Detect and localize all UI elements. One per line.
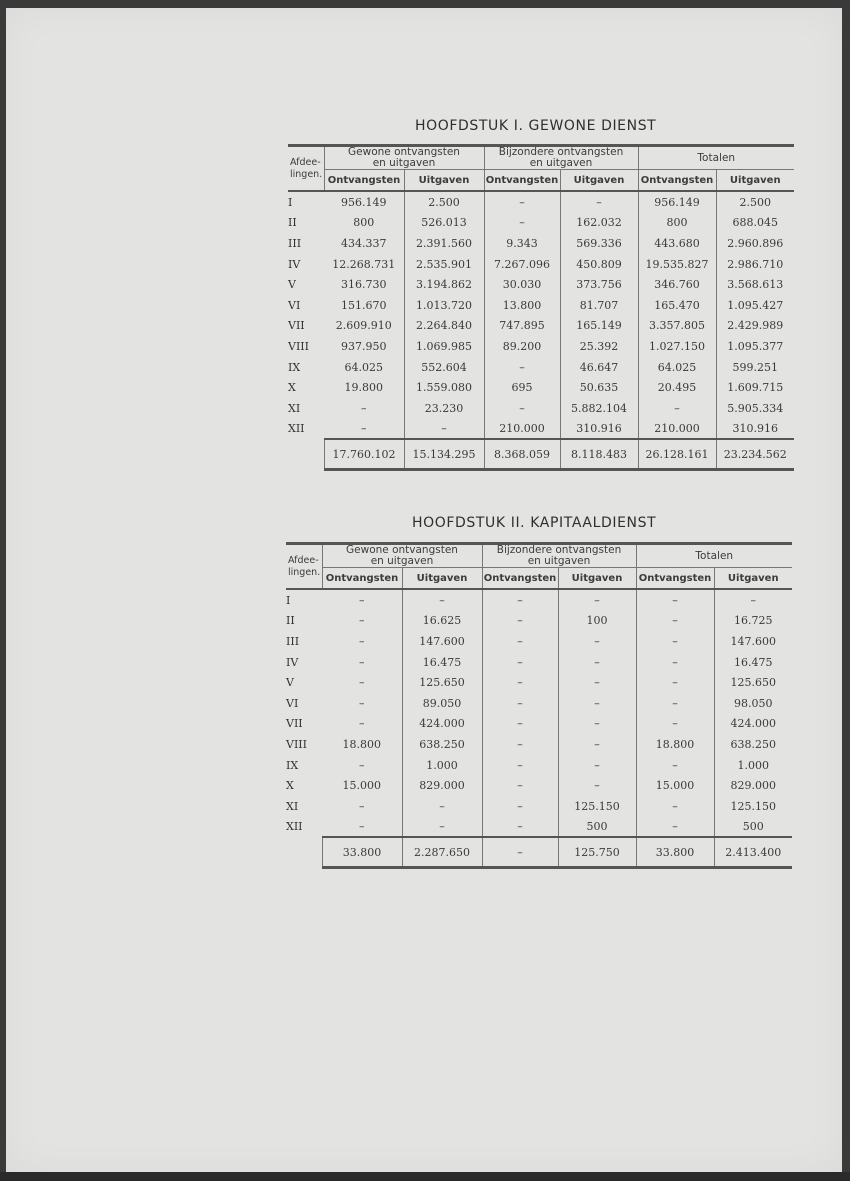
- cell-value: –: [482, 755, 558, 776]
- total-value: 33.800: [636, 837, 714, 868]
- afdeeling-label: XI: [288, 401, 301, 415]
- total-value: 8.118.483: [560, 439, 638, 470]
- table-row: [286, 755, 792, 776]
- cell-value: 937.950: [324, 336, 404, 357]
- table-row: [286, 589, 792, 611]
- cell-value: 210.000: [638, 419, 716, 440]
- total-value: 2.287.650: [402, 837, 482, 868]
- table-row: [286, 693, 792, 714]
- cell-value: 599.251: [732, 360, 778, 374]
- table-row: [288, 295, 794, 316]
- afdeeling-label: VII: [286, 717, 303, 731]
- afdeeling-label: XI: [286, 799, 299, 813]
- cell-value: 89.050: [402, 693, 482, 714]
- cell-value: 16.625: [402, 611, 482, 632]
- cell-value: –: [636, 714, 714, 735]
- afdeeling-label: III: [286, 634, 300, 648]
- total-value: 23.234.562: [716, 439, 794, 470]
- cell-value: –: [402, 796, 482, 817]
- cell-value: –: [404, 419, 484, 440]
- cell-value: 424.000: [402, 714, 482, 735]
- cell-value: 316.730: [324, 274, 404, 295]
- cell-value: –: [484, 357, 560, 378]
- table-row: [286, 631, 792, 652]
- cell-value: –: [636, 693, 714, 714]
- cell-value: 23.230: [404, 398, 484, 419]
- cell-value: 1.000: [737, 758, 769, 772]
- cell-value: 12.268.731: [324, 254, 404, 275]
- cell-value: 1.013.720: [404, 295, 484, 316]
- cell-value: 688.045: [732, 216, 778, 230]
- cell-value: –: [482, 775, 558, 796]
- cell-value: 15.000: [636, 775, 714, 796]
- cell-value: –: [638, 398, 716, 419]
- cell-value: –: [636, 672, 714, 693]
- cell-value: 162.032: [560, 213, 638, 234]
- cell-value: 125.150: [558, 796, 636, 817]
- cell-value: 3.194.862: [404, 274, 484, 295]
- afdeelingen-header: Afdee- lingen.: [288, 146, 324, 192]
- chapter-2-title: HOOFDSTUK II. KAPITAALDIENST: [412, 515, 657, 531]
- table-row: [288, 419, 794, 440]
- afdeeling-label: IX: [288, 360, 301, 374]
- column-header: Uitgaven: [560, 170, 638, 192]
- cell-value: 450.809: [560, 254, 638, 275]
- cell-value: –: [558, 589, 636, 611]
- afdeelingen-header: Afdee- lingen.: [286, 544, 322, 590]
- cell-value: 800: [638, 213, 716, 234]
- afdeeling-label: X: [286, 779, 294, 793]
- cell-value: –: [636, 611, 714, 632]
- cell-value: 2.391.560: [404, 233, 484, 254]
- cell-value: –: [484, 213, 560, 234]
- cell-value: 1.095.377: [727, 339, 784, 353]
- cell-value: 2.609.910: [324, 316, 404, 337]
- cell-value: –: [482, 817, 558, 838]
- cell-value: –: [482, 611, 558, 632]
- cell-value: –: [558, 672, 636, 693]
- afdeeling-label: VII: [288, 319, 305, 333]
- cell-value: –: [558, 734, 636, 755]
- afdeeling-label: I: [288, 191, 324, 213]
- cell-value: 5.905.334: [727, 401, 784, 415]
- column-header: Uitgaven: [558, 568, 636, 590]
- table-row: [288, 274, 794, 295]
- cell-value: 16.475: [402, 652, 482, 673]
- column-header: Ontvangsten: [482, 568, 558, 590]
- table-row: [286, 672, 792, 693]
- cell-value: –: [484, 191, 560, 213]
- cell-value: –: [482, 631, 558, 652]
- afdeeling-label: IX: [286, 758, 299, 772]
- table-row: [288, 377, 794, 398]
- cell-value: 695: [484, 377, 560, 398]
- cell-value: 956.149: [638, 191, 716, 213]
- cell-value: 125.650: [730, 676, 776, 690]
- cell-value: 25.392: [560, 336, 638, 357]
- afdeeling-label: V: [288, 278, 296, 292]
- cell-value: –: [322, 652, 402, 673]
- cell-value: –: [402, 817, 482, 838]
- cell-value: –: [322, 796, 402, 817]
- cell-value: 19.535.827: [638, 254, 716, 275]
- cell-value: –: [484, 398, 560, 419]
- cell-value: 1.095.427: [727, 298, 784, 312]
- cell-value: –: [636, 652, 714, 673]
- cell-value: 165.470: [638, 295, 716, 316]
- table-row: [286, 714, 792, 735]
- afdeeling-label: IV: [286, 655, 299, 669]
- cell-value: 747.895: [484, 316, 560, 337]
- cell-value: 89.200: [484, 336, 560, 357]
- cell-value: 100: [558, 611, 636, 632]
- cell-value: 98.050: [734, 696, 773, 710]
- gewone-dienst-table: [288, 144, 794, 471]
- cell-value: –: [714, 589, 792, 611]
- afdeeling-label: I: [286, 589, 322, 611]
- cell-value: –: [482, 693, 558, 714]
- cell-value: –: [324, 398, 404, 419]
- afdeeling-label: XII: [286, 820, 303, 834]
- cell-value: 30.030: [484, 274, 560, 295]
- cell-value: 5.882.104: [560, 398, 638, 419]
- table-row: [288, 316, 794, 337]
- cell-value: 3.357.805: [638, 316, 716, 337]
- cell-value: 526.013: [404, 213, 484, 234]
- group-header: Totalen: [638, 146, 794, 170]
- cell-value: 125.150: [730, 799, 776, 813]
- cell-value: 373.756: [560, 274, 638, 295]
- cell-value: 638.250: [402, 734, 482, 755]
- group-header: Gewone ontvangsten en uitgaven: [324, 146, 484, 170]
- cell-value: 165.149: [560, 316, 638, 337]
- cell-value: 310.916: [560, 419, 638, 440]
- table-row: [288, 398, 794, 419]
- cell-value: 7.267.096: [484, 254, 560, 275]
- cell-value: 956.149: [324, 191, 404, 213]
- cell-value: –: [482, 652, 558, 673]
- cell-value: 18.800: [322, 734, 402, 755]
- cell-value: –: [558, 775, 636, 796]
- cell-value: 20.495: [638, 377, 716, 398]
- cell-value: 829.000: [402, 775, 482, 796]
- table-row: [288, 336, 794, 357]
- table-row: [288, 233, 794, 254]
- cell-value: –: [482, 714, 558, 735]
- table-row: [288, 254, 794, 275]
- afdeeling-label: VI: [288, 298, 301, 312]
- total-value: 2.413.400: [714, 837, 792, 868]
- cell-value: 2.429.989: [727, 319, 784, 333]
- cell-value: 1.000: [402, 755, 482, 776]
- afdeeling-label: II: [286, 614, 295, 628]
- cell-value: 310.916: [732, 421, 778, 435]
- cell-value: 2.535.901: [404, 254, 484, 275]
- cell-value: –: [482, 734, 558, 755]
- totals-spacer: [286, 837, 322, 868]
- cell-value: 1.559.080: [404, 377, 484, 398]
- cell-value: –: [322, 672, 402, 693]
- afdeeling-label: IV: [288, 257, 301, 271]
- cell-value: 443.680: [638, 233, 716, 254]
- cell-value: –: [402, 589, 482, 611]
- totals-spacer: [288, 439, 324, 470]
- group-header: Bijzondere ontvangsten en uitgaven: [484, 146, 638, 170]
- cell-value: –: [322, 631, 402, 652]
- cell-value: 13.800: [484, 295, 560, 316]
- total-value: 15.134.295: [404, 439, 484, 470]
- cell-value: 800: [324, 213, 404, 234]
- cell-value: 16.725: [734, 614, 773, 628]
- cell-value: 18.800: [636, 734, 714, 755]
- total-value: –: [482, 837, 558, 868]
- cell-value: 552.604: [404, 357, 484, 378]
- cell-value: 424.000: [730, 717, 776, 731]
- cell-value: 346.760: [638, 274, 716, 295]
- cell-value: –: [636, 817, 714, 838]
- group-header: Totalen: [636, 544, 792, 568]
- cell-value: 64.025: [638, 357, 716, 378]
- cell-value: –: [322, 589, 402, 611]
- afdeeling-label: VI: [286, 696, 299, 710]
- cell-value: –: [558, 631, 636, 652]
- cell-value: 81.707: [560, 295, 638, 316]
- cell-value: 569.336: [560, 233, 638, 254]
- cell-value: 500: [558, 817, 636, 838]
- afdeeling-label: VIII: [288, 339, 309, 353]
- cell-value: 2.264.840: [404, 316, 484, 337]
- table-row: [288, 213, 794, 234]
- total-value: 125.750: [558, 837, 636, 868]
- cell-value: 9.343: [484, 233, 560, 254]
- cell-value: 829.000: [730, 779, 776, 793]
- column-header: Ontvangsten: [484, 170, 560, 192]
- cell-value: 1.069.985: [404, 336, 484, 357]
- cell-value: 147.600: [402, 631, 482, 652]
- table-row: [286, 652, 792, 673]
- cell-value: 2.500: [404, 191, 484, 213]
- cell-value: 64.025: [324, 357, 404, 378]
- column-header: Ontvangsten: [324, 170, 404, 192]
- cell-value: 500: [742, 819, 764, 833]
- cell-value: –: [322, 817, 402, 838]
- cell-value: –: [560, 191, 638, 213]
- cell-value: 2.960.896: [727, 236, 784, 250]
- cell-value: 151.670: [324, 295, 404, 316]
- total-value: 33.800: [322, 837, 402, 868]
- afdeeling-label: II: [288, 216, 297, 230]
- cell-value: 210.000: [484, 419, 560, 440]
- scan-edge: [0, 1172, 850, 1181]
- cell-value: –: [322, 693, 402, 714]
- cell-value: 125.650: [402, 672, 482, 693]
- cell-value: 1.609.715: [727, 381, 784, 395]
- cell-value: –: [558, 652, 636, 673]
- cell-value: –: [558, 755, 636, 776]
- cell-value: 16.475: [734, 655, 773, 669]
- cell-value: 1.027.150: [638, 336, 716, 357]
- cell-value: –: [482, 589, 558, 611]
- table-row: [286, 775, 792, 796]
- cell-value: –: [636, 631, 714, 652]
- total-value: 17.760.102: [324, 439, 404, 470]
- cell-value: –: [636, 796, 714, 817]
- cell-value: 19.800: [324, 377, 404, 398]
- column-header: Ontvangsten: [636, 568, 714, 590]
- cell-value: 50.635: [560, 377, 638, 398]
- cell-value: –: [322, 755, 402, 776]
- cell-value: –: [482, 796, 558, 817]
- chapter-1-title: HOOFDSTUK I. GEWONE DIENST: [415, 118, 657, 134]
- column-header: Ontvangsten: [638, 170, 716, 192]
- table-row: [288, 191, 794, 213]
- column-header: Uitgaven: [402, 568, 482, 590]
- afdeeling-label: XII: [288, 422, 305, 436]
- table-row: [286, 611, 792, 632]
- cell-value: 147.600: [730, 634, 776, 648]
- column-header: Uitgaven: [716, 170, 794, 192]
- cell-value: –: [322, 714, 402, 735]
- column-header: Ontvangsten: [322, 568, 402, 590]
- cell-value: 2.986.710: [727, 257, 784, 271]
- afdeeling-label: V: [286, 676, 294, 690]
- cell-value: –: [324, 419, 404, 440]
- table-row: [286, 796, 792, 817]
- total-value: 8.368.059: [484, 439, 560, 470]
- cell-value: –: [636, 589, 714, 611]
- cell-value: –: [558, 714, 636, 735]
- group-header: Bijzondere ontvangsten en uitgaven: [482, 544, 636, 568]
- cell-value: –: [482, 672, 558, 693]
- afdeeling-label: X: [288, 381, 296, 395]
- cell-value: 15.000: [322, 775, 402, 796]
- table-row: [288, 357, 794, 378]
- cell-value: 434.337: [324, 233, 404, 254]
- cell-value: 46.647: [560, 357, 638, 378]
- total-value: 26.128.161: [638, 439, 716, 470]
- afdeeling-label: III: [288, 236, 302, 250]
- kapitaaldienst-table: [286, 542, 792, 869]
- cell-value: 2.500: [716, 191, 794, 213]
- cell-value: 3.568.613: [727, 278, 784, 292]
- cell-value: –: [636, 755, 714, 776]
- afdeeling-label: VIII: [286, 737, 307, 751]
- cell-value: –: [558, 693, 636, 714]
- cell-value: 638.250: [730, 737, 776, 751]
- column-header: Uitgaven: [404, 170, 484, 192]
- cell-value: –: [322, 611, 402, 632]
- table-row: [286, 817, 792, 838]
- column-header: Uitgaven: [714, 568, 792, 590]
- group-header: Gewone ontvangsten en uitgaven: [322, 544, 482, 568]
- table-row: [286, 734, 792, 755]
